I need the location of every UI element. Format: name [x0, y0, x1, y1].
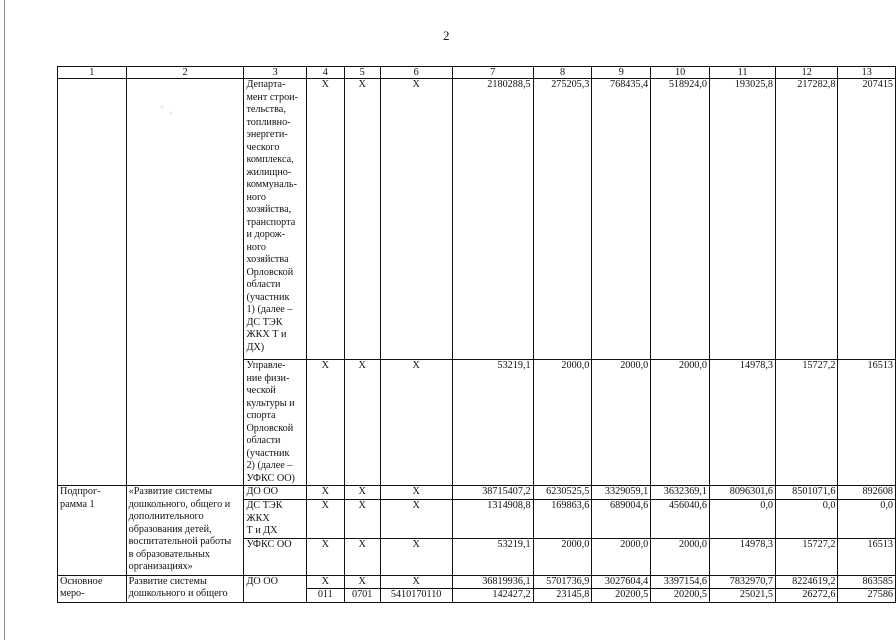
table-cell: 0701 — [344, 589, 380, 603]
header-cell: 3 — [244, 67, 306, 79]
table-row — [58, 79, 896, 360]
table-cell: 8096301,6 — [710, 486, 776, 500]
table-cell: 20200,5 — [592, 589, 651, 603]
table-cell: Х — [344, 538, 380, 575]
header-cell: 7 — [452, 67, 533, 79]
table-cell: 25021,5 — [710, 589, 776, 603]
table-cell: 53219,1 — [452, 360, 533, 486]
table-cell: 7832970,7 — [710, 575, 776, 589]
empty-cell — [58, 79, 127, 486]
table-cell: 27586 — [838, 589, 896, 603]
header-cell: 11 — [710, 67, 776, 79]
budget-table — [57, 66, 896, 603]
table-cell: 2180288,5 — [452, 79, 533, 360]
table-cell: Х — [306, 575, 344, 589]
table-row — [58, 486, 896, 500]
table-cell: 456040,6 — [651, 500, 710, 539]
table-cell: 6230525,5 — [533, 486, 592, 500]
column-number-row — [58, 67, 896, 79]
empty-cell — [126, 79, 244, 486]
table-cell: 8501071,6 — [776, 486, 838, 500]
table-cell: 16513 — [838, 538, 896, 575]
table-cell: 38715407,2 — [452, 486, 533, 500]
table-cell: 5701736,9 — [533, 575, 592, 589]
table-cell: 3397154,6 — [651, 575, 710, 589]
table-cell: Х — [344, 360, 380, 486]
table-cell: 0,0 — [838, 500, 896, 539]
page-number: 2 — [443, 28, 450, 43]
table-cell: 2000,0 — [651, 360, 710, 486]
table-cell: 011 — [306, 589, 344, 603]
table-cell: 2000,0 — [533, 538, 592, 575]
table-cell: 20200,5 — [651, 589, 710, 603]
header-cell: 10 — [651, 67, 710, 79]
table-cell: 15727,2 — [776, 360, 838, 486]
table-cell: Х — [380, 79, 452, 360]
header-cell: 5 — [344, 67, 380, 79]
table-row — [58, 575, 896, 589]
header-cell: 4 — [306, 67, 344, 79]
table-cell: 0,0 — [710, 500, 776, 539]
table-cell: 768435,4 — [592, 79, 651, 360]
table-cell: 36819936,1 — [452, 575, 533, 589]
table-cell: Х — [306, 538, 344, 575]
page-left-edge — [4, 0, 5, 640]
table-cell: 1314908,8 — [452, 500, 533, 539]
main-activity-title-cell: Развитие системы дошкольного и общего — [126, 575, 244, 602]
table-cell: 16513 — [838, 360, 896, 486]
table-cell: Х — [306, 486, 344, 500]
participant-cell: ДО ОО — [244, 486, 306, 500]
table-cell: 53219,1 — [452, 538, 533, 575]
table-cell: Х — [380, 538, 452, 575]
participant-cell: ДО ОО — [244, 575, 306, 602]
table-cell: 2000,0 — [592, 360, 651, 486]
table-cell: 26272,6 — [776, 589, 838, 603]
participant-cell: ДС ТЭК ЖКХ Т и ДХ — [244, 500, 306, 539]
table-cell: Х — [306, 360, 344, 486]
table-cell: 2000,0 — [651, 538, 710, 575]
table-cell: Х — [306, 500, 344, 539]
subprogram-cell: Подпрог- рамма 1 — [58, 486, 127, 576]
table-cell: 518924,0 — [651, 79, 710, 360]
table-cell: 3027604,4 — [592, 575, 651, 589]
table-cell: 14978,3 — [710, 538, 776, 575]
table-cell: 15727,2 — [776, 538, 838, 575]
header-cell: 12 — [776, 67, 838, 79]
table-cell: Х — [344, 79, 380, 360]
table-cell: 275205,3 — [533, 79, 592, 360]
header-cell: 2 — [126, 67, 244, 79]
table-cell: 689004,6 — [592, 500, 651, 539]
table-cell: 23145,8 — [533, 589, 592, 603]
table-cell: 3329059,1 — [592, 486, 651, 500]
main-activity-cell: Основное меро- — [58, 575, 127, 602]
header-cell: 8 — [533, 67, 592, 79]
table-cell: 3632369,1 — [651, 486, 710, 500]
table-cell: 2000,0 — [592, 538, 651, 575]
table-cell: 0,0 — [776, 500, 838, 539]
table-cell: 217282,8 — [776, 79, 838, 360]
header-cell: 1 — [58, 67, 127, 79]
table-cell: Х — [344, 486, 380, 500]
table-cell: Х — [380, 360, 452, 486]
table-cell: 193025,8 — [710, 79, 776, 360]
table-cell: Х — [306, 79, 344, 360]
table-cell: 8224619,2 — [776, 575, 838, 589]
table-cell: Х — [344, 500, 380, 539]
table-cell: 863585 — [838, 575, 896, 589]
table-cell: Х — [344, 575, 380, 589]
table-cell: 2000,0 — [533, 360, 592, 486]
table-cell: 142427,2 — [452, 589, 533, 603]
table-cell: 892608 — [838, 486, 896, 500]
table-cell: 14978,3 — [710, 360, 776, 486]
table-cell: Х — [380, 486, 452, 500]
header-cell: 6 — [380, 67, 452, 79]
header-cell: 9 — [592, 67, 651, 79]
table-cell: 5410170110 — [380, 589, 452, 603]
participant-cell: Департа- мент строи- тельства, топливно- энергети- ческого комплекса, жилищно- коммуналь- ного хозяйства, транспорта и дорож- ного хозяйства Орловской области (участник 1) (далее – ДС ТЭК ЖКХ Т и ДХ) — [244, 79, 306, 360]
table-cell: Х — [380, 500, 452, 539]
participant-cell: УФКС ОО — [244, 538, 306, 575]
participant-cell: Управле- ние физи- ческой культуры и спорта Орловской области (участник 2) (далее – УФКС ОО) — [244, 360, 306, 486]
table-cell: 169863,6 — [533, 500, 592, 539]
table-cell: Х — [380, 575, 452, 589]
subprogram-title-cell: «Развитие системы дошкольного, общего и дополнительного образования детей, воспитательной работы в образовательных организациях» — [126, 486, 244, 576]
header-cell: 13 — [838, 67, 896, 79]
table-cell: 207415 — [838, 79, 896, 360]
